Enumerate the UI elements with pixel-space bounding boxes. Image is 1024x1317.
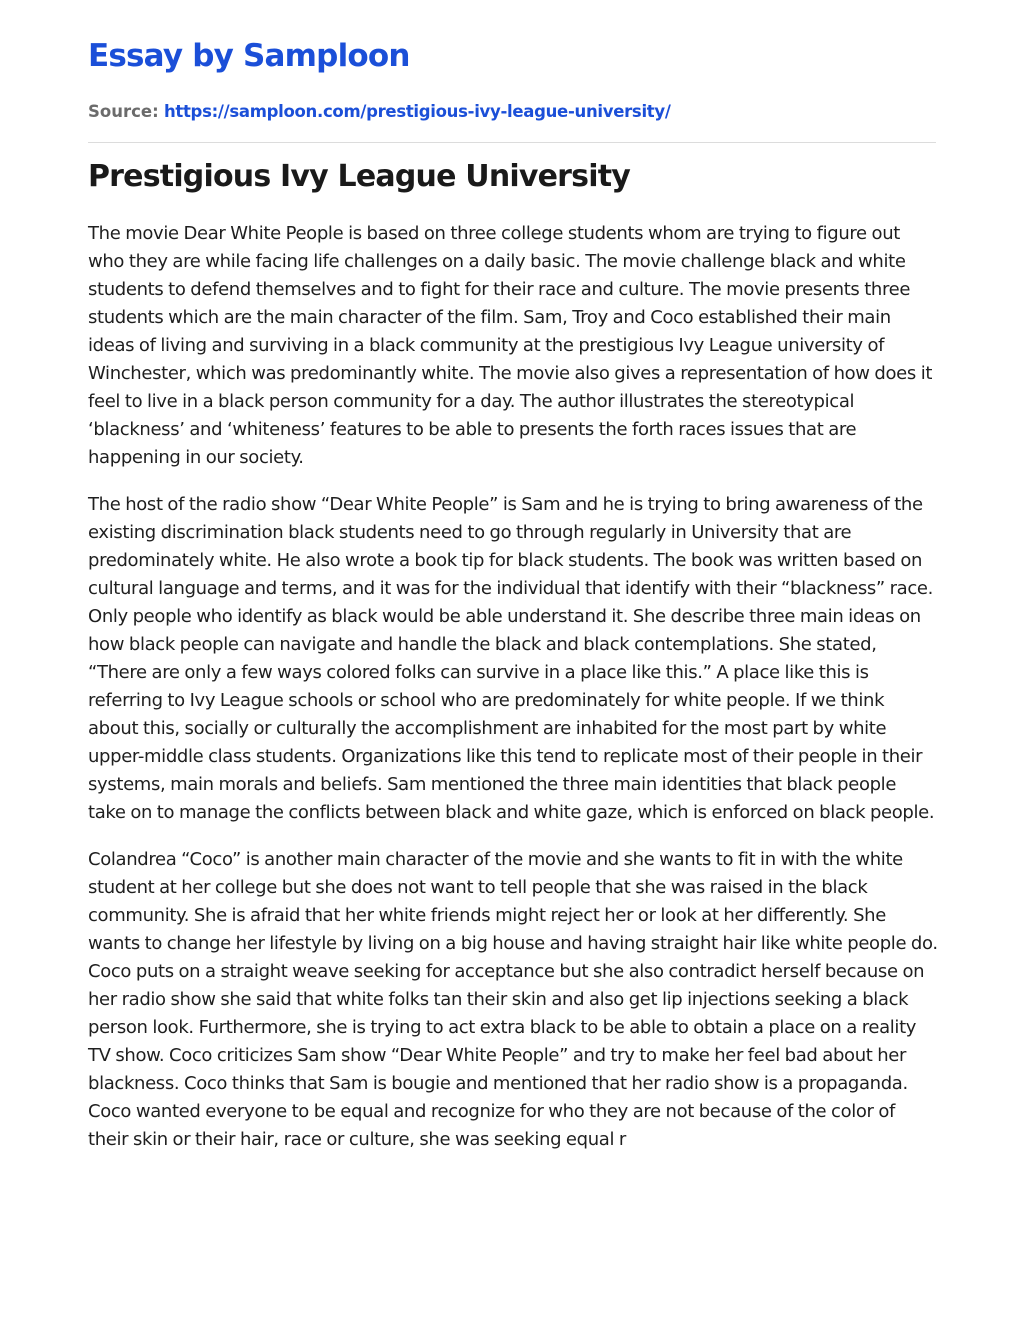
essay-paragraph: The movie Dear White People is based on three college students whom are trying to figure out who they are while facing life challenges on a daily basic. The movie challenge black and white students to defend themselves and to fight for their race and culture. The movie presents three students which are the main character of the film. Sam, Troy and Coco established their main ideas of living and surviving in a black community at the prestigious Ivy League university of Winchester, which was predominantly white. The movie also gives a representation of how does it feel to live in a black person community for a day. The author illustrates the stereotypical ‘blackness’ and ‘whiteness’ features to be able to presents the forth races issues that are happening in our society. <box>88 223 933 468</box>
source-line <box>88 100 936 124</box>
essay-title: Prestigious Ivy League University <box>88 159 631 194</box>
source-label: Source: <box>88 102 159 121</box>
source-link[interactable]: https://samploon.com/prestigious-ivy-league-university/ <box>163 102 671 121</box>
essay-body <box>88 220 938 1154</box>
header-divider <box>88 142 936 143</box>
essay-paragraph: The host of the radio show “Dear White People” is Sam and he is trying to bring awareness of the existing discrimination black students need to go through regularly in University that are predominately white. He also wrote a book tip for black students. The book was written based on cultural language and terms, and it was for the individual that identify with their “blackness” race. Only people who identify as black would be able understand it. She describe three main ideas on how black people can navigate and handle the black and black contemplations. She stated, “There are only a few ways colored folks can survive in a place like this.” A place like this is referring to Ivy League schools or school who are predominately for white people. If we think about this, socially or culturally the accomplishment are inhabited for the most part by white upper-middle class students. Organizations like this tend to replicate most of their people in their systems, main morals and beliefs. Sam mentioned the three main identities that black people take on to manage the conflicts between black and white gaze, which is enforced on black people. <box>88 494 935 823</box>
essay-paragraph: Colandrea “Coco” is another main character of the movie and she wants to fit in with the white student at her college but she does not want to tell people that she was raised in the black community. She is afraid that her white friends might reject her or look at her differently. She wants to change her lifestyle by living on a big house and having straight hair like white people do. Coco puts on a straight weave seeking for acceptance but she also contradict herself because on her radio show she said that white folks tan their skin and also get lip injections seeking a black person look. Furthermore, she is trying to act extra black to be able to obtain a place on a reality TV show. Coco criticizes Sam show “Dear White People” and try to make her feel bad about her blackness. Coco thinks that Sam is bougie and mentioned that her radio show is a propaganda. Coco wanted everyone to be equal and recognize for who they are not because of the color of their skin or their hair, race or culture, she was seeking equal r <box>88 849 938 1150</box>
brand-title: Essay by Samploon <box>88 38 410 74</box>
essay-page <box>88 32 936 1173</box>
